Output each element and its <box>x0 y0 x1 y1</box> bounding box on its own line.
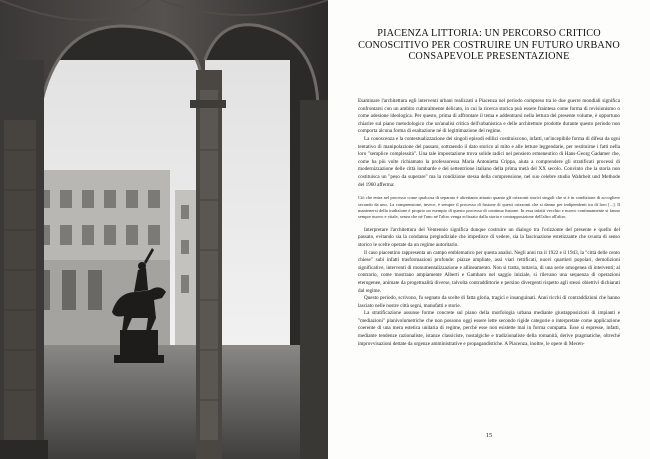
chapter-title: PIACENZA LITTORIA: UN PERCORSO CRITICO CONOSCITIVO PER COSTRUIRE UN FUTURO URBANO CONSAPEVOLE PRESENTAZIONE <box>358 28 620 62</box>
paragraph: Questo periodo, scrivono, fu segnato da scelte di fatta gloria, tragici e insanguinati. Anni ricchi di contraddizioni che hanno lasciato nelle nostre città segni, manufatti e storie. <box>358 295 620 309</box>
page-number: 15 <box>485 432 493 439</box>
paragraph: Esaminare l'architettura egli interventi urbani realizzati a Piacenza nel periodo compreso tra le due guerre mondiali significa confrontarsi con un ambito culturalmente delicato, in cui la ricerca storica può essere fraintesa come forma di revisionismo o come adesione ideologica. Per questo, prima di affrontare il tema e addentrarsi nella lettura del presente volume, è opportuno chiarire sul piano metodologico che un'analisi critica dell'urbanistica e delle architetture prodotte durante questo periodo non comporta alcuna forma di esaltazione né di legittimazione del regime. <box>358 98 620 135</box>
paragraph: Interpretare l'architettura del Ventennio significa dunque costruire un dialogo tra l'orizzonte del presente e quello del passato, evitando sia la condanna pregiudiziale che impedisce di vedere, sia la fascinazione estetizzante che svuota di senso storico le scelte operate da un regime autoritario. <box>358 226 620 248</box>
paragraph: La stratificazione assunse forme concrete sul piano della morfologia urbana mediante giustapposizioni di impianti e "mediazioni" planivolumetriche che non possono oggi essere lette secondo rigide categorie o interpretate come applicazione coerente di una mera estetica unitaria di regime, perché esse non esistette mai in forma compatta. Esse si espresse, infatti, mediante tendenze razionaliste, istanze classiciste, nostalgiche e tradizionaliste della romanità, derive pragmatiche, oltreché improvvisazioni dettate da urgenze amministrative e propagandistiche. A Piacenza, inoltre, le opere di Mecen- <box>358 310 620 347</box>
block-quote: Ciò che entra nel processo come qualcosa di separato è altrettanto attuato quanto gli orizzonti storici singoli che si è in condizione di accogliere secondo da uno. La comprensione, invece, è sempre il processo di fusione di questi orizzonti che si danno per indipendenti tra di loro [...]. Il mantenersi della tradizione è proprio un esempio di questo processo di continua fusione. In essa infatti vecchio e nuovo continuamente si fanno sempre nuovo e vitale, senza che né l'uno né l'altro venga eclissato dalla storia e contrapposizione dell'altro all'altro. <box>358 195 620 220</box>
body-text <box>358 98 620 348</box>
paragraph: Il caso piacentino rappresenta un campo emblematico per questa analisi. Negli anni tra il 1922 e il 1943, la "città delle cento chiese" subì infatti trasformazioni profonde: piazze ampliate, assi viari rettificati, nuovi quartieri popolari, demolizioni significative, interventi di monumentalizzazione e allineamento. Non si tratta, tuttavia, di una serie omogenea di interventi; al contrario, come mostrano ampiamente Alberti e Gambaro nel saggio iniziale, si rilevano una sequenza di operazioni eterogenee, animate da progettualità diverse, talvolta contraddittorie e persino divergenti rispetto agli stessi obiettivi dichiarati dal regime. <box>358 249 620 294</box>
text-page <box>328 0 650 459</box>
paragraph: La conoscenza e la contestualizzazione dei singoli episodi edilizi costituiscono, infatti, un'incepibile forma di difesa da ogni tentativo di manipolazione del passato, sottraendo il dato storico al mito e alle letture leggendarie, per restituirne i fatti nella loro "semplice complessità". Una tale impostazione trova solide radici nel pensiero ermeneutico di Hans-Georg Gadamer che, come ha più volte richiamato la professoressa Maria Antonietta Crippa, aiuta a comprendere gli stratificati processi di modernizzazione delle città lombarde e del settentrione italiano della prima metà del XX secolo. Convinto che la storia non costituisca un "peso da superare" ma la condizione stessa della comprensione, nel suo celebre studio Wahrheit und Methode del 1960 afferma: <box>358 135 620 188</box>
